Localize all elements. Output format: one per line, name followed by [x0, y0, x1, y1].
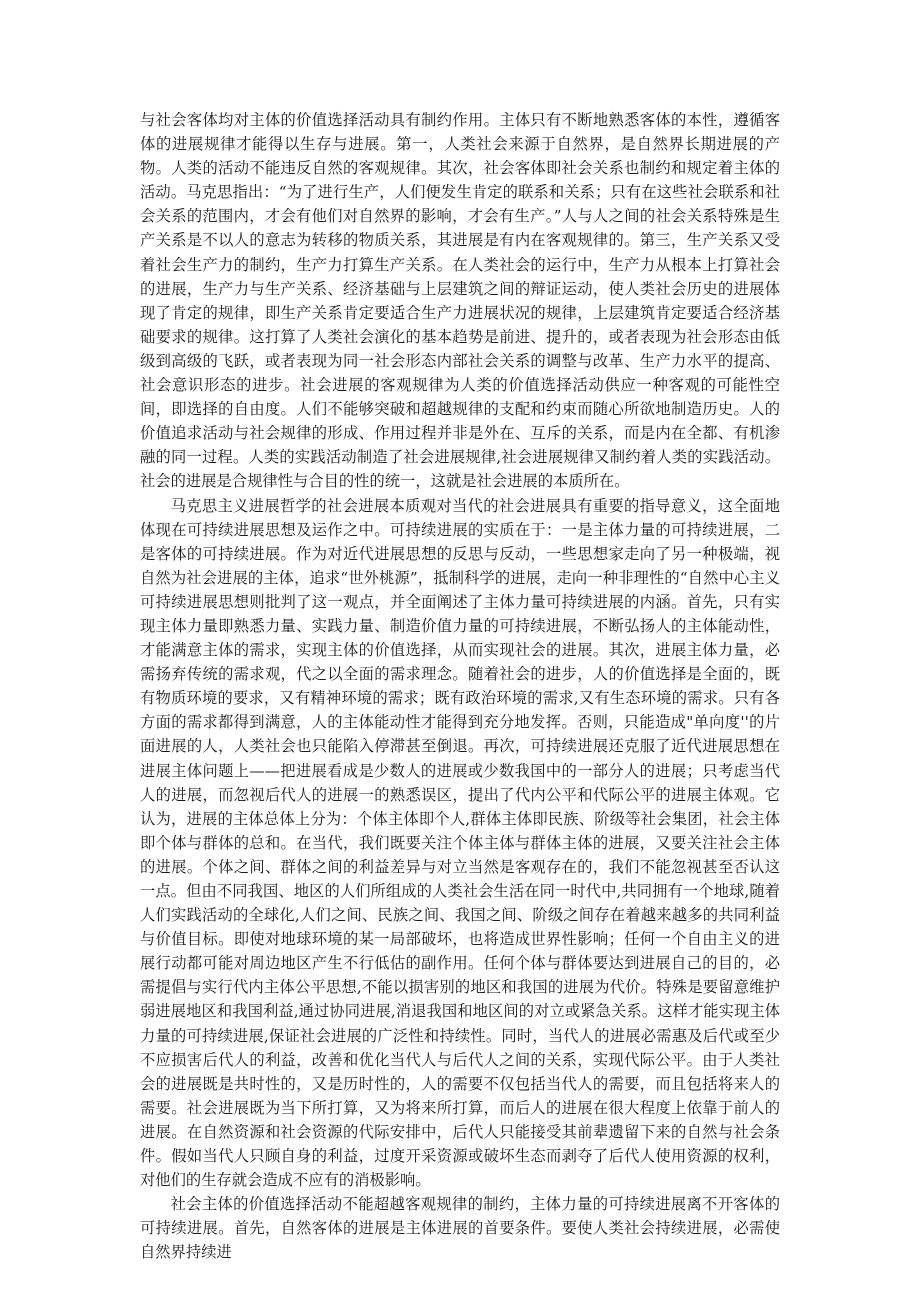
- paragraph-3: 社会主体的价值选择活动不能超越客观规律的制约，主体力量的可持续进展离不开客体的可持续进展。首先，自然客体的进展是主体进展的首要条件。要使人类社会持续进展，必需使自然界持续进: [140, 1195, 780, 1262]
- paragraph-1: 与社会客体均对主体的价值选择活动具有制约作用。主体只有不断地熟悉客体的本性，遵循客体的进展规律才能得以生存与进展。第一，人类社会来源于自然界，是自然界长期进展的产物。人类的活动不能违反自然的客观规律。其次，社会客体即社会关系也制约和规定着主体的活动。马克思指出：“为了进行生产，人们便发生肯定的联系和关系；只有在这些社会联系和社会关系的范围内，才会有他们对自然界的影响，才会有生产。”人与人之间的社会关系特殊是生产关系是不以人的意志为转移的物质关系，其进展是有内在客观规律的。第三，生产关系又受着社会生产力的制约，生产力打算生产关系。在人类社会的运行中，生产力从根本上打算社会的进展，生产力与生产关系、经济基础与上层建筑之间的辩证运动，使人类社会历史的进展体现了肯定的规律，即生产关系肯定要适合生产力进展状况的规律，上层建筑肯定要适合经济基础要求的规律。这打算了人类社会演化的基本趋势是前进、提升的，或者表现为社会形态由低级到高级的飞跃，或者表现为同一社会形态内部社会关系的调整与改革、生产力水平的提高、社会意识形态的进步。社会进展的客观规律为人类的价值选择活动供应一种客观的可能性空间，即选择的自由度。人们不能够突破和超越规律的支配和约束而随心所欲地制造历史。人的价值追求活动与社会规律的形成、作用过程并非是外在、互斥的关系，而是内在全都、有机渗融的同一过程。人类的实践活动制造了社会进展规律,社会进展规律又制约着人类的实践活动。社会的进展是合规律性与合目的性的统一，这就是社会进展的本质所在。: [140, 111, 780, 491]
- document-body: [140, 108, 780, 1265]
- paragraph-2: 马克思主义进展哲学的社会进展本质观对当代的社会进展具有重要的指导意义，这全面地体现在可持续进展思想及运作之中。可持续进展的实质在于：一是主体力量的可持续进展，二是客体的可持续进展。作为对近代进展思想的反思与反动，一些思想家走向了另一种极端，视自然为社会进展的主体，追求“世外桃源”，抵制科学的进展，走向一种非理性的“自然中心主义可持续进展思想则批判了这一观点，并全面阐述了主体力量可持续进展的内涵。首先，只有实现主体力量即熟悉力量、实践力量、制造价值力量的可持续进展，不断弘扬人的主体能动性，才能满意主体的需求，实现主体的价值选择，从而实现社会的进展。其次，进展主体力量，必需扬弃传统的需求观，代之以全面的需求理念。随着社会的进步，人的价值选择是全面的，既有物质环境的要求，又有精神环境的需求；既有政治环境的需求,又有生态环境的需求。只有各方面的需求都得到满意，人的主体能动性才能得到充分地发挥。否则，只能造成"单向度''的片面进展的人，人类社会也只能陷入停滞甚至倒退。再次，可持续进展还克服了近代进展思想在进展主体问题上——把进展看成是少数人的进展或少数我国中的一部分人的进展；只考虑当代人的进展，而忽视后代人的进展一的熟悉误区，提出了代内公平和代际公平的进展主体观。它认为，进展的主体总体上分为：个体主体即个人,群体主体即民族、阶级等社会集团，社会主体即个体与群体的总和。在当代，我们既要关注个体主体与群体主体的进展，又要关注社会主体的进展。个体之间、群体之间的利益差异与对立当然是客观存在的，我们不能忽视甚至否认这一点。但由不同我国、地区的人们所组成的人类社会生活在同一时代中,共同拥有一个地球,随着人们实践活动的全球化,人们之间、民族之间、我国之间、阶级之间存在着越来越多的共同利益与价值目标。即使对地球环境的某一局部破坏，也将造成世界性影响；任何一个自由主义的进展行动都可能对周边地区产生不行低估的副作用。任何个体与群体要达到进展自己的目的，必需提倡与实行代内主体公平思想,不能以损害别的地区和我国的进展为代价。特殊是要留意维护弱进展地区和我国利益,通过协同进展,消退我国和地区间的对立或紧急关系。这样才能实现主体力量的可持续进展,保证社会进展的广泛性和持续性。同时，当代人的进展必需惠及后代或至少不应损害后代人的利益，改善和优化当代人与后代人之间的关系，实现代际公平。由于人类社会的进展既是共时性的，又是历时性的，人的需要不仅包括当代人的需要，而且包括将来人的需要。社会进展既为当下所打算，又为将来所打算，而后人的进展在很大程度上依靠于前人的进展。在自然资源和社会资源的代际安排中，后代人只能接受其前辈遗留下来的自然与社会条件。假如当代人只顾自身的利益，过度开采资源或破坏生态而剥夺了后代人使用资源的权利，对他们的生存就会造成不应有的消极影响。: [140, 496, 780, 1190]
